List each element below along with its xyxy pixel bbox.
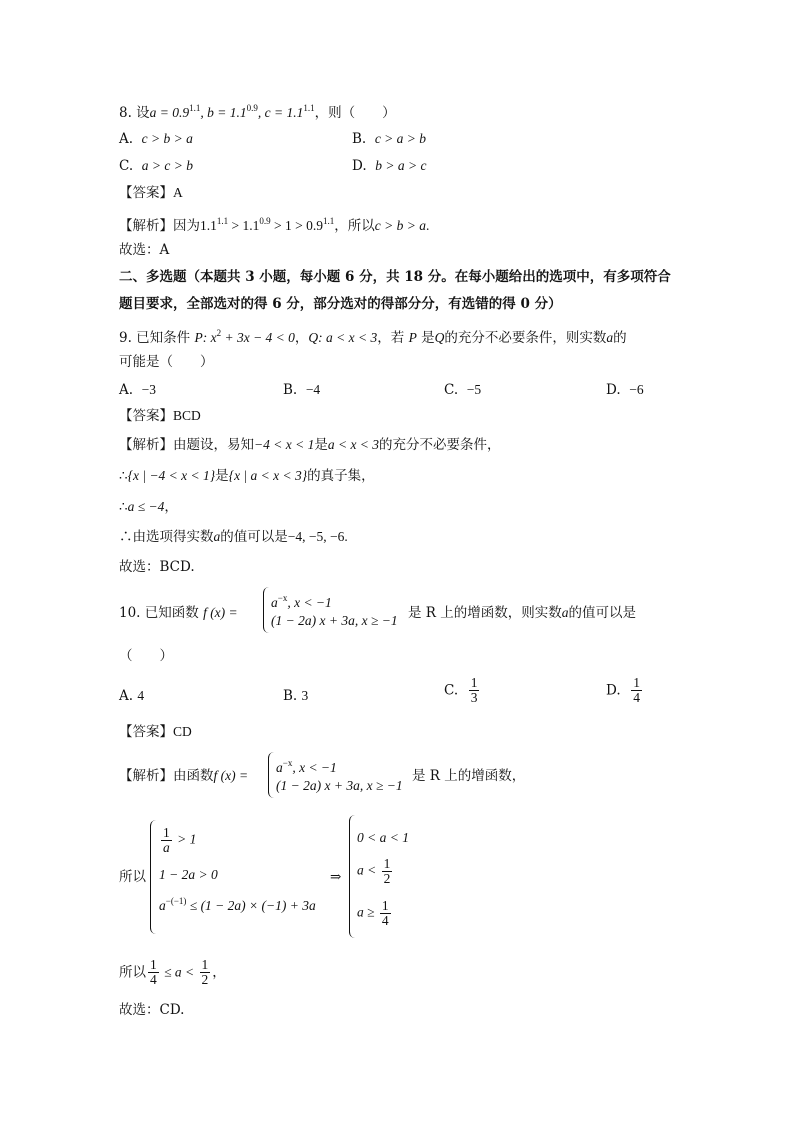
- q10-sys1-l3-rest: ≤ (1 − 2a) × (−1) + 3a: [186, 898, 316, 913]
- q10-sys1-l1-rest: > 1: [173, 831, 197, 847]
- q8-option-a: [119, 129, 193, 149]
- q8-a-exp: 1.1: [189, 103, 201, 113]
- q8-analysis-math-2: > 1.1: [228, 218, 260, 233]
- fraction-numerator: 1: [470, 675, 478, 690]
- q8-analysis-math-1: 1.1: [200, 218, 217, 233]
- q10-analysis-piecewise: [268, 752, 413, 800]
- q8-option-a-text: c > b > a: [141, 131, 193, 146]
- q8-c-exp: 1.1: [303, 103, 315, 113]
- fraction-denominator: 4: [381, 913, 389, 928]
- q9-option-b-text: −4: [305, 382, 321, 397]
- q10-sys1-frac: [161, 826, 172, 855]
- q10-system-1: [150, 820, 340, 936]
- q10-option-c-label: C.: [444, 682, 459, 699]
- analysis-tag: 【解析】: [119, 437, 173, 453]
- q9-p-label: P: [194, 330, 203, 345]
- q8-analysis-mid: ，所以: [334, 218, 375, 234]
- q8-stem: [119, 98, 396, 123]
- q9-number: 9. 已知条件: [119, 330, 195, 346]
- q9-analysis-4: [119, 527, 348, 547]
- q10-analysis-post: [412, 766, 525, 786]
- q10-sys2-l2-pre: a <: [357, 862, 380, 878]
- q9-p2: P: [408, 330, 417, 345]
- q8-analysis-exp-1: 1.1: [216, 216, 229, 226]
- q10-result-end: ，: [212, 964, 226, 981]
- q9-analysis-l4-end: .: [344, 529, 348, 544]
- q9-analysis-l1-m1: −4 < x < 1: [254, 437, 315, 452]
- answer-tag: 【答案】: [119, 724, 173, 740]
- q9-option-d-label: D.: [606, 382, 621, 398]
- answer-tag: 【答案】: [119, 408, 173, 424]
- q10-stem-mid: [408, 603, 636, 623]
- q9-option-b-label: B.: [283, 382, 298, 398]
- q9-analysis-1: [119, 435, 501, 455]
- q8-option-b-text: c > a > b: [374, 131, 427, 146]
- q9-analysis-l3-m: a ≤ −4: [127, 499, 165, 514]
- therefore-symbol: ∴: [119, 499, 128, 515]
- q9-option-c-text: −5: [466, 382, 482, 397]
- q10-option-d-label: D.: [606, 682, 621, 699]
- q10-sys2-line1: [357, 829, 409, 847]
- q10-sys1-l3-a: a: [159, 898, 166, 913]
- fraction-numerator: 1: [381, 898, 389, 913]
- fraction-numerator: 1: [150, 957, 157, 972]
- q10-sys2-l3-pre: a ≥: [357, 904, 378, 920]
- q10-sys2-line3: [357, 899, 393, 928]
- analysis-tag: 【解析】: [119, 768, 173, 784]
- q8-analysis-math-4: c > b > a: [374, 218, 426, 233]
- q9-q-cond: : a < x < 3: [318, 330, 378, 345]
- q8-option-c-text: a > c > b: [141, 158, 193, 173]
- q9-analysis-l2-m1: {x | −4 < x < 1}: [127, 468, 216, 483]
- q8-option-d: [352, 156, 426, 176]
- q10-case1-a: a: [271, 595, 278, 610]
- q9-analysis-l4-mid: 的值可以是: [220, 529, 288, 545]
- q10-option-b: [283, 686, 308, 706]
- q8-option-c-label: C.: [119, 158, 134, 174]
- q9-stem-line2-text: 可能是（ ）: [119, 354, 214, 370]
- fraction-numerator: 1: [163, 825, 170, 840]
- q10-stem-end: 的值可以是: [568, 605, 636, 621]
- q10-sys2-frac-quarter: [380, 899, 391, 928]
- q10-stem-line2: [119, 646, 173, 666]
- q10-analysis-case-1: [276, 754, 337, 777]
- q10-option-a: [119, 686, 144, 706]
- q8-analysis-end: .: [425, 218, 430, 233]
- fraction-denominator: 4: [633, 690, 640, 705]
- q10-fx: f (x) =: [203, 605, 238, 620]
- fraction-denominator: 4: [150, 972, 157, 987]
- q9-a-var: a: [606, 330, 614, 345]
- q10-option-b-label: B.: [283, 688, 298, 704]
- q10-case2-text: (1 − 2a) x + 3a, x ≥ −1: [271, 613, 398, 628]
- q8-option-d-label: D.: [352, 158, 367, 174]
- q10-stem-line2-text: （ ）: [119, 648, 173, 664]
- q9-conclusion: [119, 557, 195, 577]
- q8-conclusion: [119, 240, 169, 260]
- q9-option-d-text: −6: [629, 382, 644, 397]
- q8-option-c: [119, 156, 193, 176]
- q10-sys1-line3: [159, 892, 316, 915]
- q10-answer: [119, 722, 192, 742]
- q9-analysis-l1-mid: 是: [314, 437, 328, 453]
- q10-analysis-case1-a: a: [276, 760, 283, 775]
- q9-answer-value: BCD: [173, 408, 201, 423]
- q9-option-c: [444, 380, 481, 400]
- q9-analysis-3: [119, 497, 178, 517]
- implies-arrow: ⇒: [330, 869, 342, 885]
- q10-option-c: [444, 676, 481, 705]
- q9-stem-mid2: 是: [416, 330, 435, 346]
- fraction-denominator: a: [163, 840, 170, 855]
- q8-option-b-label: B.: [352, 131, 367, 147]
- q10-sys2-l1-text: 0 < a < 1: [357, 830, 409, 845]
- section-heading-line2: 题目要求，全部选对的得 6 分，部分选对的得部分分，有选错的得 0 分）: [119, 296, 562, 312]
- q8-analysis-pre: 因为: [173, 218, 200, 234]
- q9-q-label: Q: [308, 330, 319, 345]
- q9-option-a-label: A.: [119, 382, 134, 398]
- q9-option-b: [283, 380, 320, 400]
- q9-p-cond-1: : x: [202, 330, 217, 345]
- q10-analysis-case2-text: (1 − 2a) x + 3a, x ≥ −1: [276, 778, 403, 793]
- q10-sys2-frac-half: [382, 857, 393, 886]
- q10-so-label-text: 所以: [119, 869, 146, 885]
- q9-stem-line2: [119, 352, 214, 372]
- q10-system-2: [349, 815, 439, 940]
- q8-analysis-exp-2: 0.9: [259, 216, 271, 226]
- q10-analysis-case-2: [276, 777, 403, 795]
- q9-conclusion-text: 故选：BCD.: [119, 559, 195, 575]
- implies-symbol: [330, 867, 341, 887]
- q10-piecewise: [263, 587, 408, 635]
- q10-result: [119, 958, 226, 987]
- q9-analysis-l4-a: a: [213, 529, 221, 544]
- q10-analysis-fx: f (x) =: [213, 768, 249, 783]
- q8-stem-end: ，则（ ）: [314, 105, 396, 121]
- q10-analysis-case1-rest: , x < −1: [292, 760, 337, 775]
- q10-analysis-case1-exp: −x: [282, 758, 293, 768]
- q9-stem-end: 的: [613, 330, 627, 346]
- q9-answer: [119, 406, 201, 426]
- q9-p-exp: 2: [216, 328, 222, 338]
- q10-case1-rest: , x < −1: [287, 595, 332, 610]
- q9-q2: Q: [434, 330, 445, 345]
- q9-p-cond-2: + 3x − 4 < 0: [221, 330, 295, 345]
- q10-result-pre: 所以: [119, 964, 146, 981]
- q10-sys2-line2: [357, 857, 394, 886]
- q8-a-def: a = 0.9: [149, 105, 190, 120]
- q10-sys1-line1: [159, 826, 196, 855]
- q10-sys1-line2: [159, 866, 218, 884]
- fraction-denominator: 3: [470, 690, 478, 705]
- q10-option-a-label: A.: [119, 688, 134, 704]
- q9-analysis-l2-end: 的真子集，: [307, 468, 375, 484]
- q9-option-a-text: −3: [141, 382, 157, 397]
- q10-case-1: [271, 589, 332, 612]
- q8-option-a-label: A.: [119, 131, 134, 147]
- q10-a-var: a: [561, 605, 569, 620]
- q8-option-d-text: b > a > c: [375, 158, 427, 173]
- q9-option-a: [119, 380, 156, 400]
- q10-conclusion: [119, 1000, 184, 1020]
- q10-case1-exp: −x: [277, 593, 288, 603]
- q8-conclusion-text: 故选：A: [119, 242, 170, 258]
- q8-number: 8. 设: [119, 105, 150, 121]
- fraction-numerator: 1: [633, 675, 640, 690]
- q10-case-2: [271, 612, 398, 630]
- q8-option-b: [352, 129, 426, 149]
- q10-option-c-fraction: [469, 676, 480, 705]
- q10-result-frac-2: [200, 958, 211, 987]
- q10-number: 10. 已知函数: [119, 605, 204, 621]
- q9-analysis-l4-pre: ∴由选项得实数: [119, 529, 214, 545]
- q8-b-exp: 0.9: [246, 103, 258, 113]
- q9-analysis-l4-m: −4, −5, −6: [287, 529, 345, 544]
- q10-analysis-post-text: 是 R 上的增函数，: [412, 768, 526, 784]
- q10-result-mid: ≤ a <: [160, 964, 198, 980]
- q9-analysis-l1-end: 的充分不必要条件，: [379, 437, 501, 453]
- q9-stem-mid: ，若: [377, 330, 409, 346]
- q8-c-def: , c = 1.1: [257, 105, 304, 120]
- section-heading-cont: [119, 294, 562, 314]
- q8-analysis-exp-3: 1.1: [322, 216, 335, 226]
- q10-result-frac-1: [148, 958, 159, 987]
- q9-analysis-l3-end: ，: [164, 499, 178, 515]
- q9-analysis-l1-m2: a < x < 3: [327, 437, 380, 452]
- q10-option-d-fraction: [631, 676, 642, 705]
- fraction-numerator: 1: [383, 856, 391, 871]
- q10-option-d: [606, 676, 644, 705]
- q10-conclusion-text: 故选：CD.: [119, 1002, 185, 1018]
- q10-analysis-pre-text: 由函数: [173, 768, 214, 784]
- q10-stem-mid-text: 是 R 上的增函数，则实数: [408, 605, 562, 621]
- q10-option-b-text: 3: [301, 688, 309, 703]
- section-heading-line1: 二、多选题（本题共 3 小题，每小题 6 分，共 18 分。在每小题给出的选项中，有多项符合: [119, 269, 671, 285]
- q8-answer: [119, 183, 183, 203]
- q9-analysis-l2-m2: {x | a < x < 3}: [228, 468, 308, 483]
- section-heading: [119, 267, 671, 287]
- fraction-denominator: 2: [201, 972, 209, 987]
- fraction-denominator: 2: [383, 871, 391, 886]
- q8-analysis: [119, 211, 429, 236]
- q9-option-c-label: C.: [444, 382, 459, 398]
- q10-sys1-l2-text: 1 − 2a > 0: [159, 867, 218, 882]
- q9-stem-mid3: 的充分不必要条件，则实数: [444, 330, 607, 346]
- q10-answer-value: CD: [173, 724, 192, 739]
- fraction-numerator: 1: [201, 957, 209, 972]
- q9-stem: [119, 323, 627, 348]
- q8-answer-value: A: [173, 185, 183, 200]
- q9-sep: ，: [294, 330, 309, 346]
- q10-option-a-text: 4: [137, 688, 145, 703]
- analysis-tag: 【解析】: [119, 218, 173, 234]
- q10-stem-pre: [119, 603, 238, 623]
- q9-analysis-2: [119, 466, 375, 486]
- q9-analysis-l2-mid: 是: [215, 468, 229, 484]
- q8-b-def: , b = 1.1: [200, 105, 247, 120]
- q9-option-d: [606, 380, 644, 400]
- q8-analysis-math-3: > 1 > 0.9: [270, 218, 323, 233]
- q10-sys1-l3-exp: −(−1): [165, 896, 187, 906]
- therefore-symbol: ∴: [119, 468, 128, 484]
- q10-so-label: [119, 867, 146, 887]
- answer-tag: 【答案】: [119, 185, 173, 201]
- q9-analysis-l1-pre: 由题设，易知: [173, 437, 254, 453]
- q10-analysis-pre: [119, 766, 248, 786]
